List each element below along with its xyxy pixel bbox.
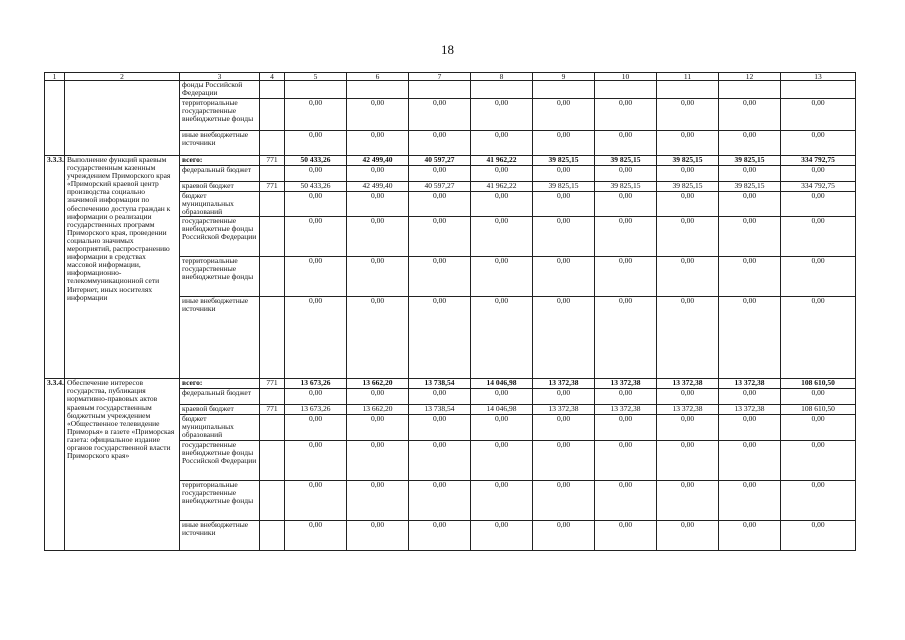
value-cell: 0,00 [781, 166, 856, 182]
value-cell: 13 372,38 [719, 405, 781, 415]
value-cell: 0,00 [471, 389, 533, 405]
value-cell: 0,00 [595, 480, 657, 520]
funding-source-cell: краевой бюджет [180, 182, 260, 192]
section-description: Выполнение функций краевым государственным казенным учреждением Приморского края «Приморский краевой центр производства социально значимой информации по обеспечению доступа граждан к информации о реализации государственных программ Приморского края, проведении социально значимых мероприятий, распространению информации в средствах массовой информации, информационно-телекоммуникационной сети Интернет, иных носителях информации [65, 156, 180, 379]
code-cell [260, 520, 285, 550]
column-number-cell: 7 [409, 73, 471, 81]
value-cell: 0,00 [781, 297, 856, 379]
funding-source-cell: государственные внебюджетные фонды Российской Федерации [180, 440, 260, 480]
value-cell: 0,00 [409, 480, 471, 520]
code-cell: 771 [260, 182, 285, 192]
value-cell: 13 662,20 [347, 405, 409, 415]
value-cell: 0,00 [719, 440, 781, 480]
funding-source-cell: фонды Российской Федерации [180, 81, 260, 99]
column-number-cell: 4 [260, 73, 285, 81]
value-cell: 0,00 [533, 520, 595, 550]
empty-description-cell [65, 81, 180, 156]
value-cell: 0,00 [471, 297, 533, 379]
value-cell: 0,00 [471, 192, 533, 217]
value-cell: 0,00 [533, 131, 595, 156]
value-cell: 0,00 [285, 131, 347, 156]
code-cell [260, 131, 285, 156]
funding-source-cell: иные внебюджетные источники [180, 131, 260, 156]
value-cell: 0,00 [347, 297, 409, 379]
funding-source-cell: краевой бюджет [180, 405, 260, 415]
column-number-cell: 10 [595, 73, 657, 81]
code-cell [260, 166, 285, 182]
value-cell: 108 610,50 [781, 405, 856, 415]
value-cell: 108 610,50 [781, 379, 856, 389]
value-cell: 14 046,98 [471, 405, 533, 415]
value-cell: 0,00 [285, 217, 347, 257]
value-cell: 13 662,20 [347, 379, 409, 389]
value-cell: 0,00 [471, 440, 533, 480]
value-cell: 0,00 [471, 131, 533, 156]
value-cell: 13 372,38 [595, 379, 657, 389]
value-cell: 0,00 [347, 131, 409, 156]
value-cell: 42 499,40 [347, 182, 409, 192]
empty-number-cell [45, 81, 65, 156]
funding-source-cell: государственные внебюджетные фонды Российской Федерации [180, 217, 260, 257]
value-cell: 13 673,26 [285, 405, 347, 415]
code-cell [260, 297, 285, 379]
value-cell: 50 433,26 [285, 156, 347, 166]
value-cell: 0,00 [719, 297, 781, 379]
value-cell: 0,00 [533, 415, 595, 440]
code-cell [260, 440, 285, 480]
value-cell: 0,00 [471, 520, 533, 550]
code-cell [260, 81, 285, 99]
value-cell: 0,00 [595, 297, 657, 379]
value-cell: 13 738,54 [409, 405, 471, 415]
value-cell: 0,00 [533, 166, 595, 182]
value-cell: 0,00 [409, 257, 471, 297]
column-number-cell: 8 [471, 73, 533, 81]
value-cell: 0,00 [781, 520, 856, 550]
value-cell: 0,00 [471, 257, 533, 297]
value-cell: 0,00 [285, 389, 347, 405]
value-cell: 0,00 [781, 99, 856, 131]
section-description: Обеспечение интересов государства, публикация нормативно-правовых актов краевым государственным бюджетным учреждением «Общественное телевидение Приморья» в газете «Приморская газета: официальное издание органов государственной власти Приморского края» [65, 379, 180, 550]
value-cell: 0,00 [409, 131, 471, 156]
value-cell: 0,00 [719, 192, 781, 217]
value-cell: 0,00 [533, 99, 595, 131]
value-cell: 0,00 [781, 389, 856, 405]
value-cell: 0,00 [409, 166, 471, 182]
value-cell: 0,00 [595, 389, 657, 405]
value-cell: 0,00 [781, 257, 856, 297]
value-cell: 40 597,27 [409, 182, 471, 192]
section-number: 3.3.4. [45, 379, 65, 550]
value-cell: 0,00 [657, 99, 719, 131]
value-cell: 0,00 [657, 415, 719, 440]
value-cell: 0,00 [595, 166, 657, 182]
code-cell: 771 [260, 379, 285, 389]
value-cell: 13 372,38 [533, 379, 595, 389]
value-cell: 0,00 [471, 480, 533, 520]
section-number: 3.3.3. [45, 156, 65, 379]
column-number-cell: 2 [65, 73, 180, 81]
value-cell: 0,00 [347, 389, 409, 405]
value-cell: 39 825,15 [595, 182, 657, 192]
value-cell [347, 81, 409, 99]
value-cell: 13 673,26 [285, 379, 347, 389]
value-cell: 0,00 [471, 217, 533, 257]
value-cell: 0,00 [719, 415, 781, 440]
value-cell: 0,00 [719, 217, 781, 257]
budget-table [44, 72, 856, 551]
value-cell: 0,00 [657, 166, 719, 182]
value-cell: 0,00 [533, 297, 595, 379]
value-cell: 0,00 [347, 440, 409, 480]
value-cell [719, 81, 781, 99]
value-cell: 0,00 [595, 131, 657, 156]
value-cell: 0,00 [657, 192, 719, 217]
column-number-row [45, 73, 856, 81]
page-number: 18 [441, 42, 454, 57]
code-cell [260, 415, 285, 440]
value-cell: 42 499,40 [347, 156, 409, 166]
value-cell: 39 825,15 [533, 182, 595, 192]
value-cell: 0,00 [595, 192, 657, 217]
value-cell: 50 433,26 [285, 182, 347, 192]
value-cell: 39 825,15 [595, 156, 657, 166]
funding-source-cell: федеральный бюджет [180, 166, 260, 182]
value-cell: 0,00 [657, 480, 719, 520]
table-row [45, 156, 856, 166]
value-cell: 0,00 [285, 257, 347, 297]
value-cell: 0,00 [657, 440, 719, 480]
value-cell: 334 792,75 [781, 182, 856, 192]
value-cell: 0,00 [409, 389, 471, 405]
value-cell: 0,00 [409, 192, 471, 217]
funding-source-cell: территориальные государственные внебюджетные фонды [180, 99, 260, 131]
value-cell: 14 046,98 [471, 379, 533, 389]
column-number-cell: 13 [781, 73, 856, 81]
budget-table-body [45, 73, 856, 551]
value-cell [285, 81, 347, 99]
funding-source-cell: федеральный бюджет [180, 389, 260, 405]
value-cell: 0,00 [719, 520, 781, 550]
value-cell: 0,00 [347, 257, 409, 297]
column-number-cell: 3 [180, 73, 260, 81]
value-cell: 0,00 [347, 415, 409, 440]
value-cell: 0,00 [595, 99, 657, 131]
value-cell: 39 825,15 [657, 156, 719, 166]
funding-source-cell: иные внебюджетные источники [180, 520, 260, 550]
value-cell [471, 81, 533, 99]
value-cell: 0,00 [285, 440, 347, 480]
value-cell: 0,00 [781, 480, 856, 520]
funding-source-cell: территориальные государственные внебюджетные фонды [180, 480, 260, 520]
value-cell: 13 372,38 [657, 379, 719, 389]
code-cell [260, 389, 285, 405]
value-cell [657, 81, 719, 99]
funding-source-cell: всего: [180, 156, 260, 166]
code-cell [260, 480, 285, 520]
value-cell: 0,00 [285, 99, 347, 131]
value-cell: 39 825,15 [533, 156, 595, 166]
funding-source-cell: бюджет муниципальных образований [180, 192, 260, 217]
value-cell: 334 792,75 [781, 156, 856, 166]
code-cell: 771 [260, 405, 285, 415]
value-cell: 0,00 [719, 480, 781, 520]
column-number-cell: 5 [285, 73, 347, 81]
value-cell: 13 372,38 [533, 405, 595, 415]
value-cell: 39 825,15 [719, 182, 781, 192]
value-cell: 0,00 [285, 520, 347, 550]
value-cell: 0,00 [719, 166, 781, 182]
value-cell: 0,00 [409, 217, 471, 257]
value-cell: 0,00 [409, 520, 471, 550]
value-cell: 13 372,38 [657, 405, 719, 415]
column-number-cell: 6 [347, 73, 409, 81]
code-cell [260, 217, 285, 257]
value-cell: 40 597,27 [409, 156, 471, 166]
value-cell: 0,00 [719, 389, 781, 405]
code-cell: 771 [260, 156, 285, 166]
column-number-cell: 12 [719, 73, 781, 81]
value-cell: 0,00 [285, 166, 347, 182]
value-cell: 0,00 [657, 297, 719, 379]
value-cell: 0,00 [595, 415, 657, 440]
value-cell [409, 81, 471, 99]
value-cell: 0,00 [285, 297, 347, 379]
value-cell: 0,00 [595, 257, 657, 297]
value-cell: 0,00 [347, 166, 409, 182]
value-cell [533, 81, 595, 99]
value-cell: 0,00 [657, 257, 719, 297]
value-cell: 0,00 [595, 440, 657, 480]
code-cell [260, 257, 285, 297]
value-cell: 41 962,22 [471, 156, 533, 166]
value-cell: 0,00 [409, 99, 471, 131]
value-cell: 39 825,15 [719, 156, 781, 166]
value-cell: 0,00 [533, 257, 595, 297]
value-cell: 0,00 [409, 415, 471, 440]
value-cell: 0,00 [409, 440, 471, 480]
value-cell: 41 962,22 [471, 182, 533, 192]
value-cell: 0,00 [285, 480, 347, 520]
column-number-cell: 11 [657, 73, 719, 81]
value-cell: 13 372,38 [595, 405, 657, 415]
value-cell [781, 81, 856, 99]
value-cell: 0,00 [781, 415, 856, 440]
value-cell: 0,00 [347, 192, 409, 217]
value-cell: 0,00 [719, 131, 781, 156]
value-cell: 0,00 [347, 99, 409, 131]
value-cell: 13 372,38 [719, 379, 781, 389]
value-cell: 0,00 [595, 217, 657, 257]
table-row [45, 81, 856, 99]
value-cell: 0,00 [533, 480, 595, 520]
value-cell: 0,00 [719, 99, 781, 131]
column-number-cell: 9 [533, 73, 595, 81]
value-cell: 0,00 [719, 257, 781, 297]
value-cell: 0,00 [471, 415, 533, 440]
value-cell: 0,00 [285, 192, 347, 217]
value-cell: 0,00 [471, 166, 533, 182]
value-cell: 39 825,15 [657, 182, 719, 192]
value-cell: 0,00 [657, 131, 719, 156]
value-cell: 0,00 [781, 192, 856, 217]
column-number-cell: 1 [45, 73, 65, 81]
table-row [45, 379, 856, 389]
value-cell: 0,00 [533, 440, 595, 480]
value-cell: 13 738,54 [409, 379, 471, 389]
value-cell: 0,00 [533, 389, 595, 405]
value-cell: 0,00 [347, 480, 409, 520]
value-cell: 0,00 [657, 389, 719, 405]
code-cell [260, 99, 285, 131]
value-cell: 0,00 [347, 217, 409, 257]
value-cell: 0,00 [657, 217, 719, 257]
value-cell: 0,00 [471, 99, 533, 131]
funding-source-cell: всего: [180, 379, 260, 389]
value-cell [595, 81, 657, 99]
code-cell [260, 192, 285, 217]
value-cell: 0,00 [595, 520, 657, 550]
value-cell: 0,00 [409, 297, 471, 379]
funding-source-cell: иные внебюджетные источники [180, 297, 260, 379]
funding-source-cell: территориальные государственные внебюджетные фонды [180, 257, 260, 297]
value-cell: 0,00 [533, 217, 595, 257]
funding-source-cell: бюджет муниципальных образований [180, 415, 260, 440]
value-cell: 0,00 [285, 415, 347, 440]
value-cell: 0,00 [657, 520, 719, 550]
value-cell: 0,00 [781, 440, 856, 480]
value-cell: 0,00 [781, 217, 856, 257]
value-cell: 0,00 [781, 131, 856, 156]
value-cell: 0,00 [533, 192, 595, 217]
value-cell: 0,00 [347, 520, 409, 550]
